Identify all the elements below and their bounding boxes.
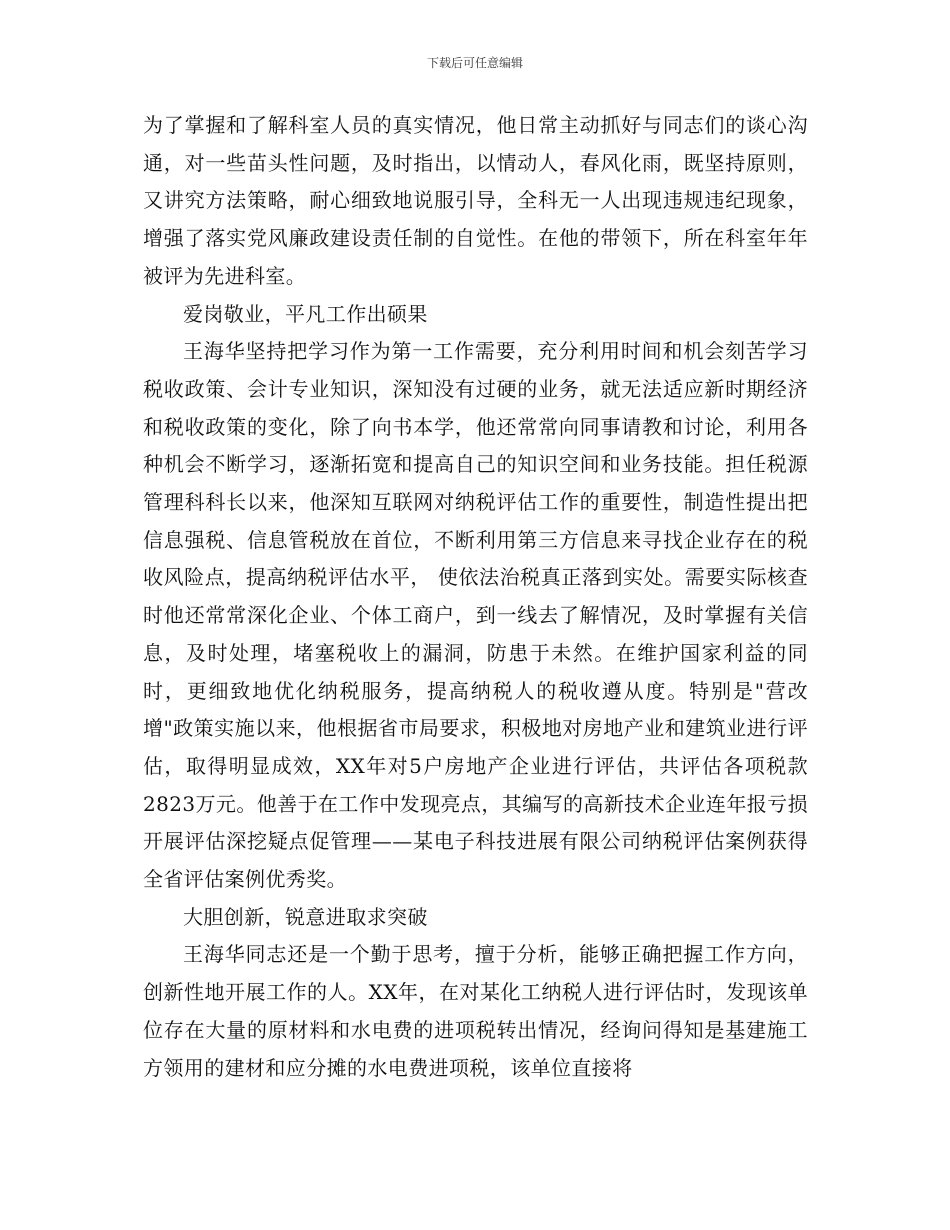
page-header: 下载后可任意编辑: [426, 56, 523, 70]
paragraph-continued: 为了掌握和了解科室人员的真实情况，他日常主动抓好与同志们的谈心沟通，对一些苗头性问题，及时指出，以情动人，春风化雨，既坚持原则，又讲究方法策略，耐心细致地说服引导，全科无一人出现违规违纪现象，增强了落实党风廉政建设责任制的自觉性。在他的带领下，所在科室年年被评为先进科室。: [143, 113, 808, 288]
section-heading-dedication: 爱岗敬业，平凡工作出硕果: [183, 301, 428, 326]
paragraph-learning: 王海华坚持把学习作为第一工作需要，充分利用时间和机会刻苦学习税收政策、会计专业知识，深知没有过硬的业务，就无法适应新时期经济和税收政策的变化，除了向书本学，他还常常向同事请教和讨论，利用各种机会不断学习，逐渐拓宽和提高自己的知识空间和业务技能。担任税源管理科科长以来，他深知互联网对纳税评估工作的重要性，制造性提出把信息强税、信息管税放在首位，不断利用第三方信息来寻找企业存在的税收风险点，提高纳税评估水平， 使依法治税真正落到实处。需要实际核查时他还常常深化企业、个体工商户，到一线去了解情况，及时掌握有关信息，及时处理，堵塞税收上的漏洞，防患于未然。在维护国家利益的同时，更细致地优化纳税服务，提高纳税人的税收遵从度。特别是"营改增"政策实施以来，他根据省市局要求，积极地对房地产业和建筑业进行评估，取得明显成效，XX年对5户房地产企业进行评估，共评估各项税款2823万元。他善于在工作中发现亮点，其编写的高新技术企业连年报亏损开展评估深挖疑点促管理——某电子科技进展有限公司纳税评估案例获得全省评估案例优秀奖。: [143, 339, 808, 892]
paragraph-innovation: 王海华同志还是一个勤于思考，擅于分析，能够正确把握工作方向，创新性地开展工作的人。XX年，在对某化工纳税人进行评估时，发现该单位存在大量的原材料和水电费的进项税转出情况，经询问得知是基建施工方领用的建材和应分摊的水电费进项税，该单位直接将: [143, 942, 808, 1080]
document-body: [143, 107, 808, 1087]
section-heading-innovation: 大胆创新，锐意进取求突破: [183, 904, 428, 929]
